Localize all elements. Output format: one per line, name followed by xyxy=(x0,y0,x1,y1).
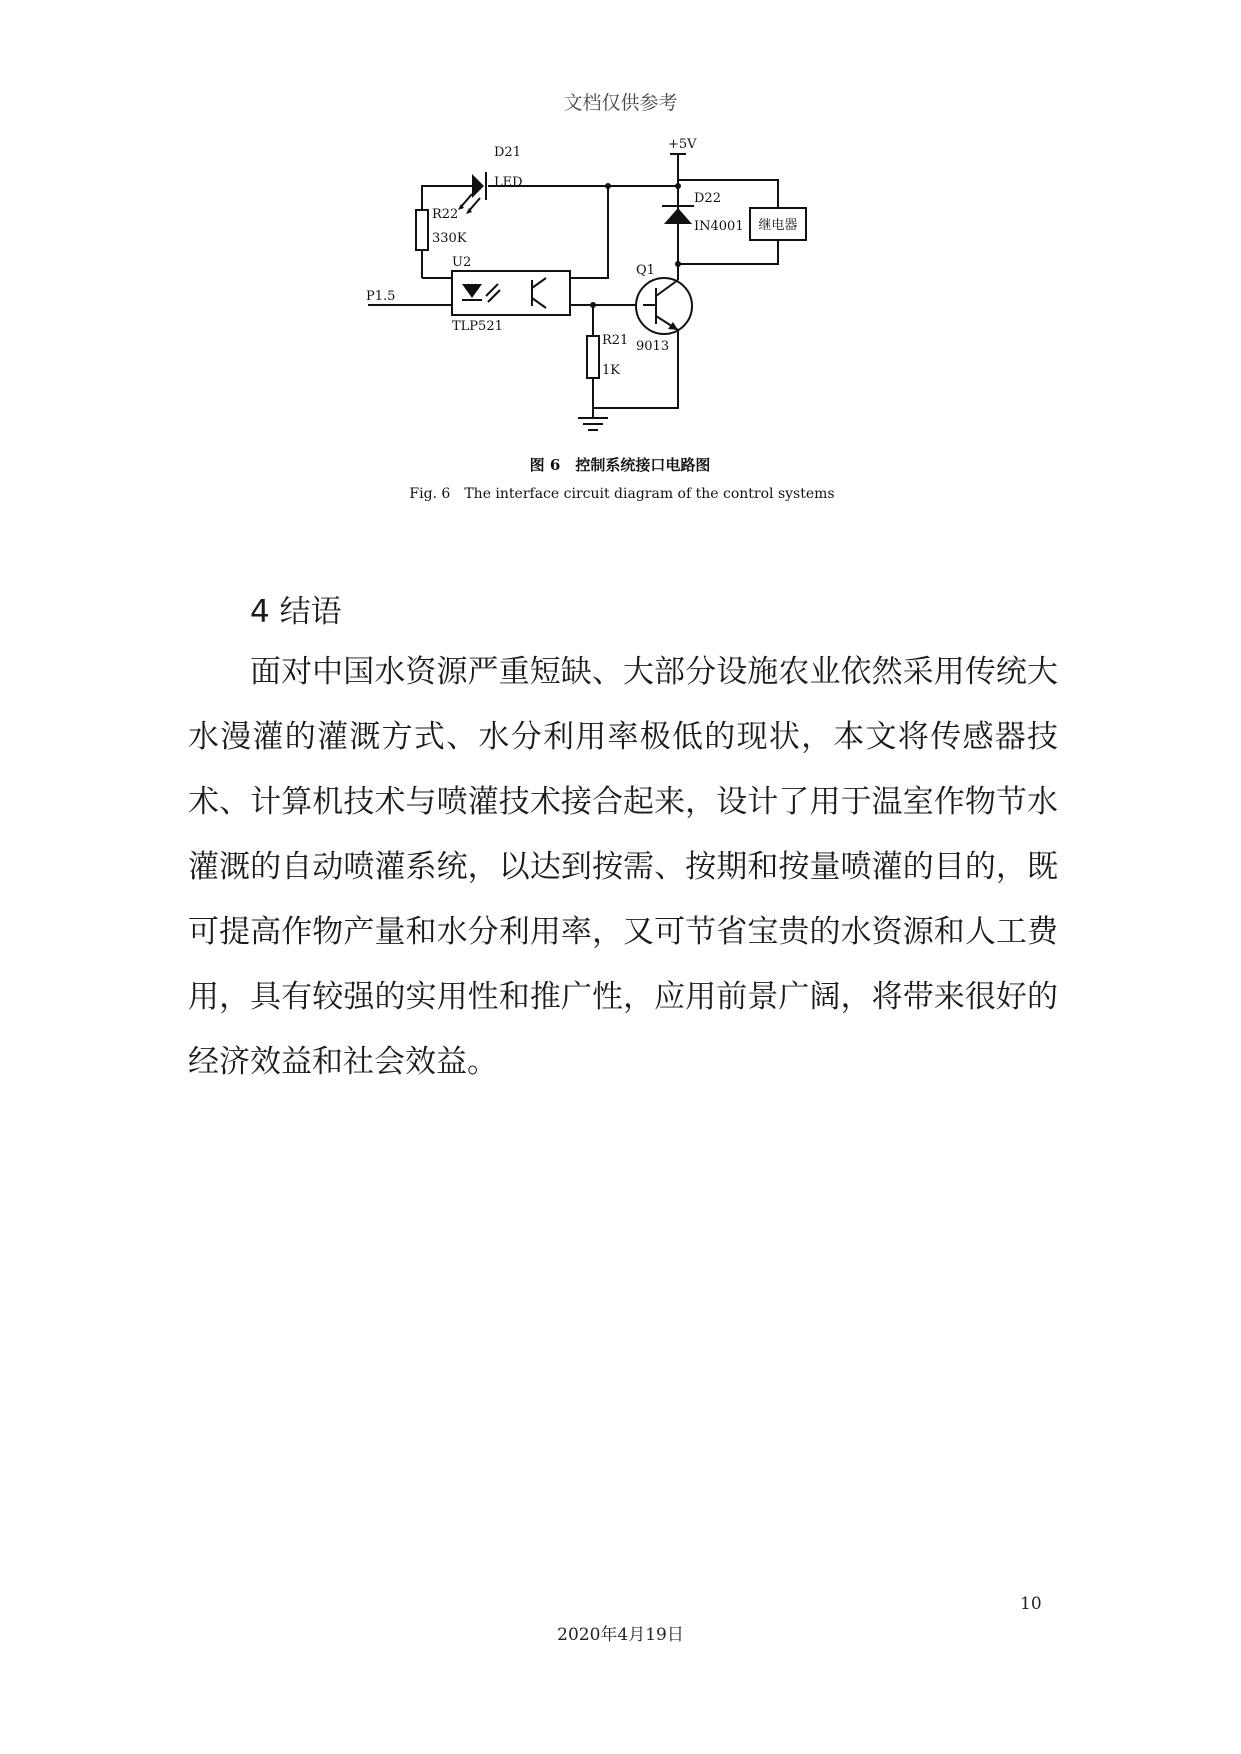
figure-caption-en: Fig. 6 The interface circuit diagram of the control systems xyxy=(409,486,835,502)
page-header: 文档仅供参考 xyxy=(563,92,678,114)
resistor-r22 xyxy=(416,210,428,250)
circuit-figure xyxy=(360,128,880,578)
diode-d22 xyxy=(662,206,694,224)
label-r22-value: 330K xyxy=(432,231,467,246)
label-d21: D21 xyxy=(494,145,521,160)
label-q-type: 9013 xyxy=(636,339,670,354)
circuit-wires xyxy=(368,173,778,418)
transistor-q1 xyxy=(636,278,692,334)
resistor-r21 xyxy=(587,336,599,378)
label-r21: R21 xyxy=(602,333,629,348)
page-number: 10 xyxy=(1020,1594,1042,1614)
label-tlp521: TLP521 xyxy=(452,319,503,334)
label-r21-value: 1K xyxy=(602,363,620,378)
label-in4001: IN4001 xyxy=(694,219,744,234)
page-footer-date: 2020年4月19日 xyxy=(557,1625,684,1645)
circuit-diagram xyxy=(360,128,880,578)
figure-caption-cn: 图 6 控制系统接口电路图 xyxy=(529,456,711,474)
label-u2: U2 xyxy=(452,255,472,270)
led-d21 xyxy=(458,172,486,214)
label-q1: Q1 xyxy=(636,263,655,278)
label-d22: D22 xyxy=(694,191,721,206)
label-r22: R22 xyxy=(432,207,459,222)
label-led: LED xyxy=(494,175,523,190)
label-plus5v: +5V xyxy=(668,137,697,152)
section-title: 4 结语 xyxy=(250,594,342,630)
ground-symbol xyxy=(578,418,608,430)
label-relay: 继电器 xyxy=(758,218,798,233)
label-p15: P1.5 xyxy=(366,289,396,304)
body-paragraph: 面对中国水资源严重短缺、大部分设施农业依然采用传统大水漫灌的灌溉方式、水分利用率极低的现状，本文将传感器技术、计算机技术与喷灌技术接合起来，设计了用于温室作物节水灌溉的自动喷灌系统，以达到按需、按期和按量喷灌的目的，既可提高作物产量和水分利用率，又可节省宝贵的水资源和人工费用，具有较强的实用性和推广性，应用前景广阔，将带来很好的经济效益和社会效益。 xyxy=(188,654,1058,1080)
